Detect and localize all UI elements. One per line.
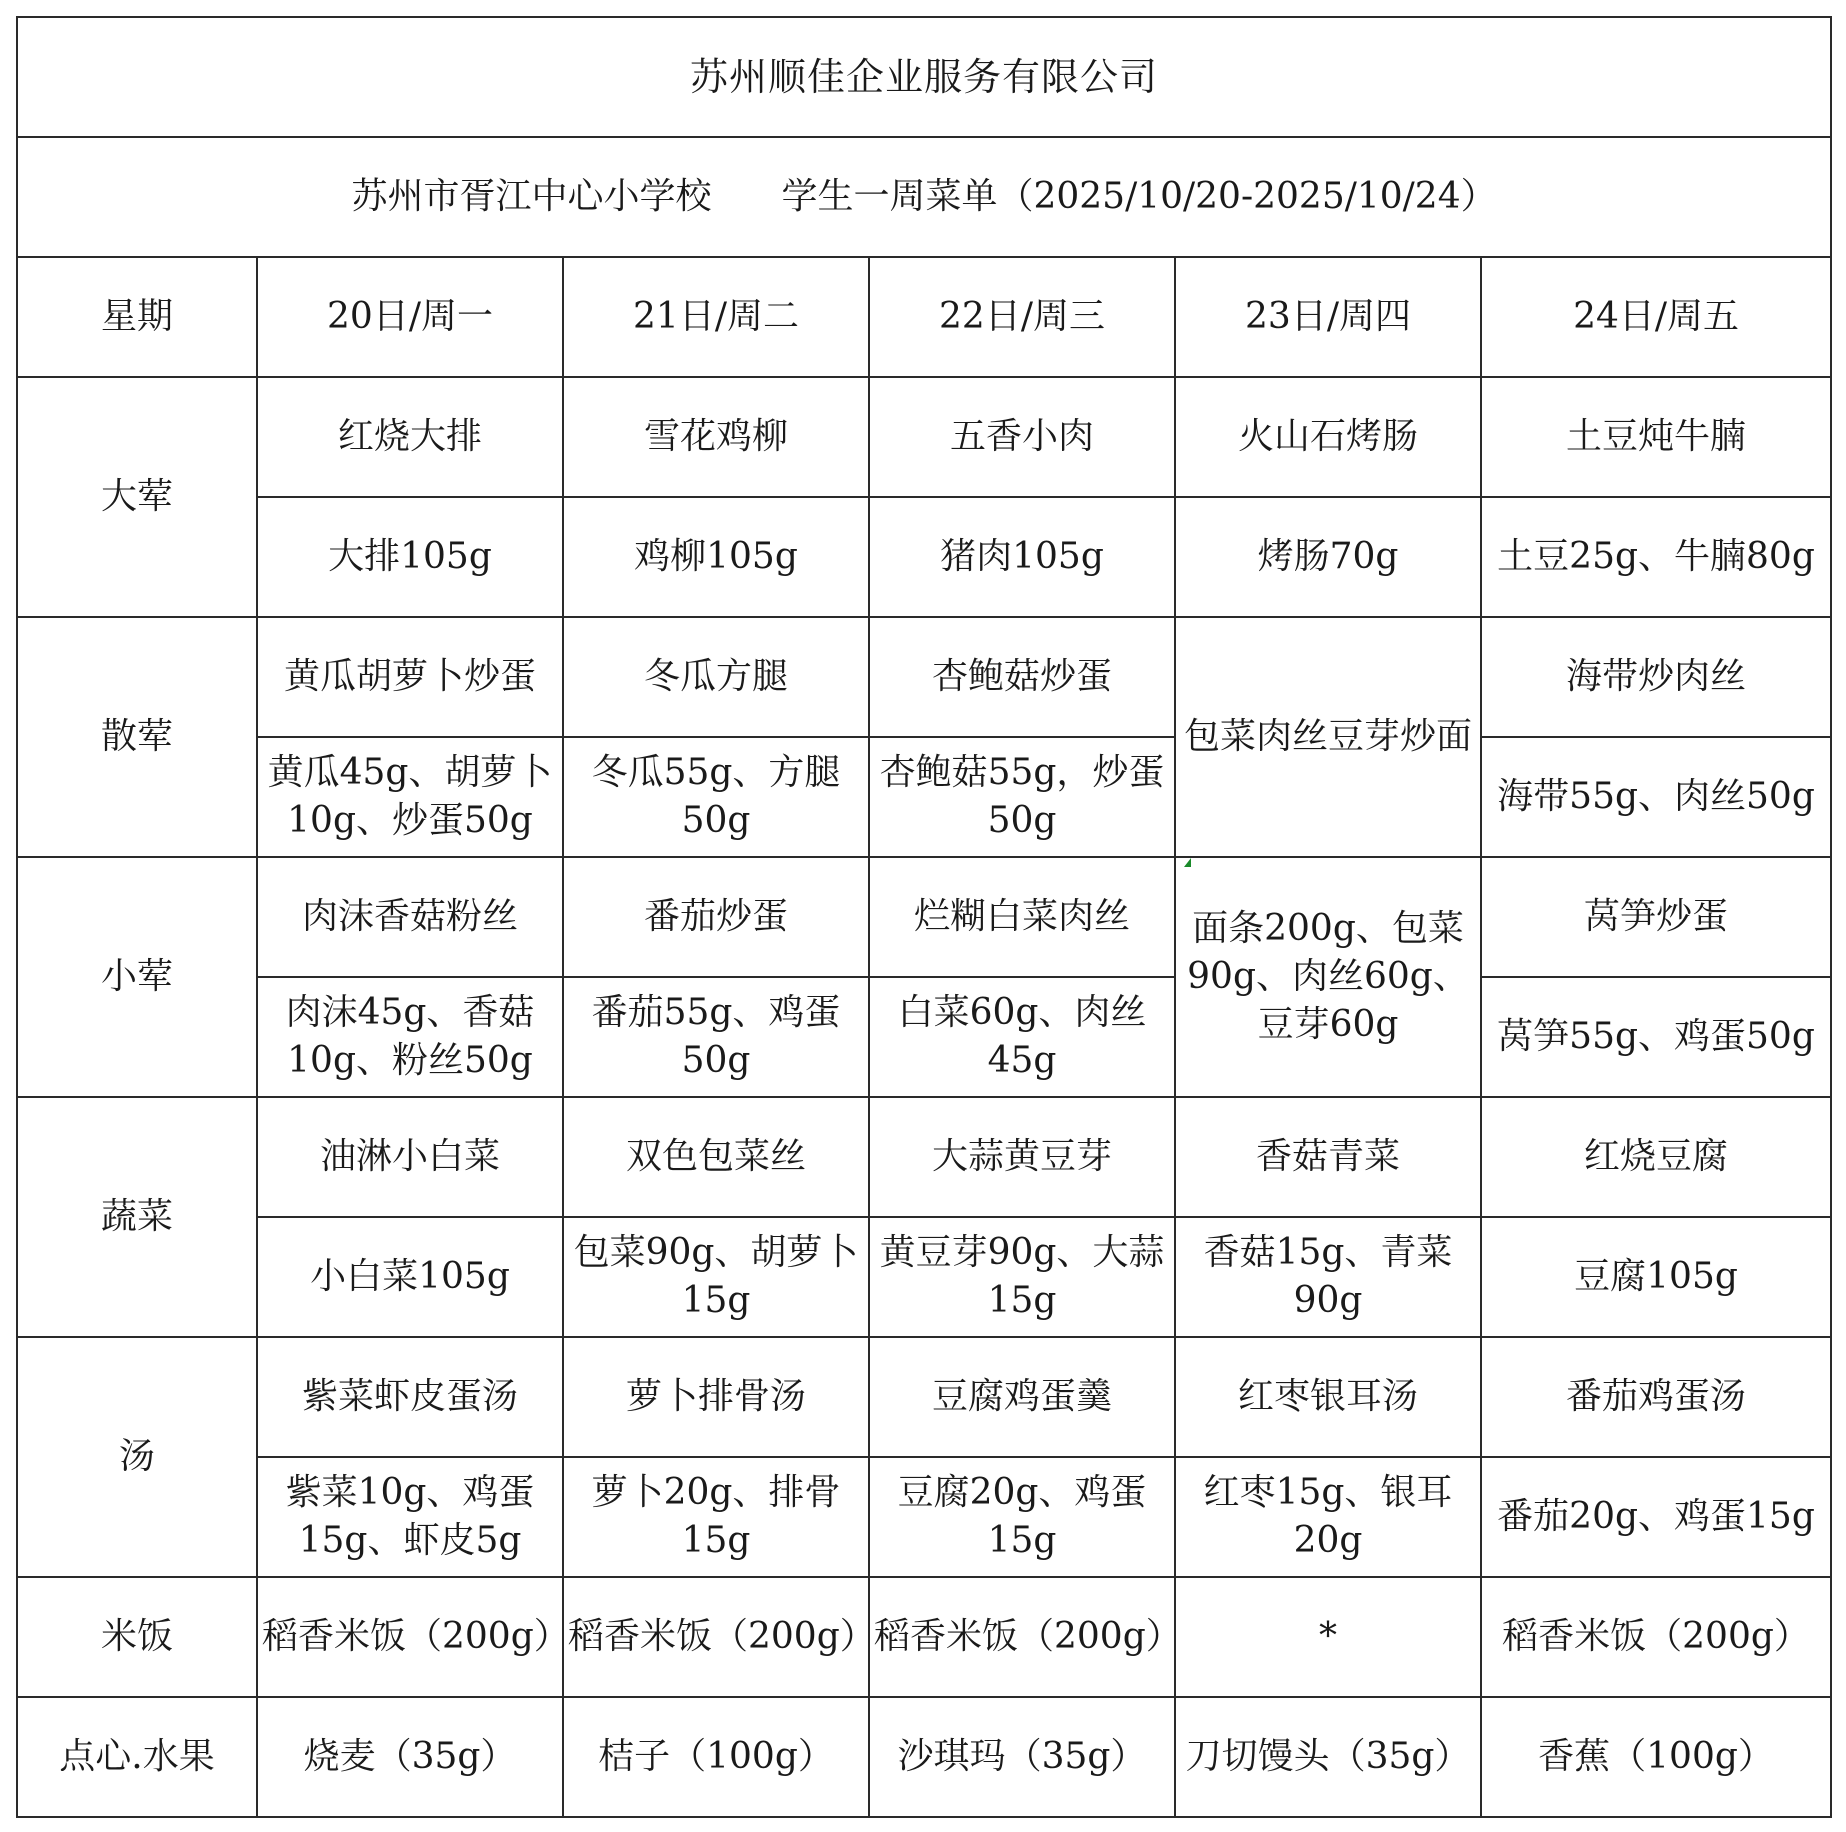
- menu-subtitle: [17, 137, 1831, 257]
- dish-weight: 豆腐105g: [1481, 1217, 1831, 1337]
- dish-name: 大蒜黄豆芽: [869, 1097, 1175, 1217]
- subtitle-row: [17, 137, 1831, 257]
- dish-weight: 冬瓜55g、方腿50g: [563, 737, 869, 857]
- soup-dish-row: [17, 1337, 1831, 1457]
- dish-weight: 番茄55g、鸡蛋50g: [563, 977, 869, 1097]
- menu-title: 学生一周菜单（2025/10/20-2025/10/24）: [781, 176, 1497, 217]
- snack-cell: 烧麦（35g）: [257, 1697, 563, 1817]
- weekly-menu-table: [16, 16, 1832, 1818]
- dish-name: 五香小肉: [869, 377, 1175, 497]
- rice-cell: 稻香米饭（200g）: [1481, 1577, 1831, 1697]
- dish-name: 豆腐鸡蛋羹: [869, 1337, 1175, 1457]
- day-header: 24日/周五: [1481, 257, 1831, 377]
- dish-weight: 紫菜10g、鸡蛋15g、虾皮5g: [257, 1457, 563, 1577]
- day-header: 23日/周四: [1175, 257, 1481, 377]
- dish-name: 黄瓜胡萝卜炒蛋: [257, 617, 563, 737]
- category-main: 大荤: [17, 377, 257, 617]
- half-dish-row: [17, 617, 1831, 737]
- dish-name: 紫菜虾皮蛋汤: [257, 1337, 563, 1457]
- veg-weight-row: [17, 1217, 1831, 1337]
- category-rice: 米饭: [17, 1577, 257, 1697]
- small-weight-row: [17, 977, 1831, 1097]
- dish-name: 莴笋炒蛋: [1481, 857, 1831, 977]
- school-name: 苏州市胥江中心小学校: [351, 176, 712, 217]
- rice-cell: 稻香米饭（200g）: [869, 1577, 1175, 1697]
- snack-cell: 香蕉（100g）: [1481, 1697, 1831, 1817]
- dish-name: 红烧大排: [257, 377, 563, 497]
- dish-weight: 包菜90g、胡萝卜15g: [563, 1217, 869, 1337]
- dish-name: 土豆炖牛腩: [1481, 377, 1831, 497]
- small-dish-row: [17, 857, 1831, 977]
- snack-cell: 桔子（100g）: [563, 1697, 869, 1817]
- dish-weight: 鸡柳105g: [563, 497, 869, 617]
- dish-name: 海带炒肉丝: [1481, 617, 1831, 737]
- dish-weight: 萝卜20g、排骨15g: [563, 1457, 869, 1577]
- dish-weight: 白菜60g、肉丝45g: [869, 977, 1175, 1097]
- rice-cell: 稻香米饭（200g）: [257, 1577, 563, 1697]
- dish-weight: 面条200g、包菜90g、肉丝60g、豆芽60g: [1175, 857, 1481, 1097]
- dish-name: 油淋小白菜: [257, 1097, 563, 1217]
- rice-cell: *: [1175, 1577, 1481, 1697]
- dish-weight: 小白菜105g: [257, 1217, 563, 1337]
- soup-weight-row: [17, 1457, 1831, 1577]
- category-soup: 汤: [17, 1337, 257, 1577]
- dish-name: 番茄鸡蛋汤: [1481, 1337, 1831, 1457]
- dish-name: 红枣银耳汤: [1175, 1337, 1481, 1457]
- dish-weight: 番茄20g、鸡蛋15g: [1481, 1457, 1831, 1577]
- day-header: 21日/周二: [563, 257, 869, 377]
- dish-weight: 莴笋55g、鸡蛋50g: [1481, 977, 1831, 1097]
- category-snack: 点心.水果: [17, 1697, 257, 1817]
- dish-name: 包菜肉丝豆芽炒面: [1175, 617, 1481, 857]
- company-row: [17, 17, 1831, 137]
- half-weight-row: [17, 737, 1831, 857]
- dish-weight: 海带55g、肉丝50g: [1481, 737, 1831, 857]
- dish-name: 红烧豆腐: [1481, 1097, 1831, 1217]
- dish-name: 杏鲍菇炒蛋: [869, 617, 1175, 737]
- day-header: 20日/周一: [257, 257, 563, 377]
- header-row: [17, 257, 1831, 377]
- category-small: 小荤: [17, 857, 257, 1097]
- dish-weight: 豆腐20g、鸡蛋15g: [869, 1457, 1175, 1577]
- dish-name: 萝卜排骨汤: [563, 1337, 869, 1457]
- dish-weight: 杏鲍菇55g，炒蛋50g: [869, 737, 1175, 857]
- dish-weight: 肉沫45g、香菇10g、粉丝50g: [257, 977, 563, 1097]
- dish-name: 香菇青菜: [1175, 1097, 1481, 1217]
- rice-row: [17, 1577, 1831, 1697]
- snack-row: [17, 1697, 1831, 1817]
- snack-cell: 刀切馒头（35g）: [1175, 1697, 1481, 1817]
- dish-weight: 烤肠70g: [1175, 497, 1481, 617]
- snack-cell: 沙琪玛（35g）: [869, 1697, 1175, 1817]
- veg-dish-row: [17, 1097, 1831, 1217]
- dish-weight: 大排105g: [257, 497, 563, 617]
- dish-name: 烂糊白菜肉丝: [869, 857, 1175, 977]
- dish-name: 肉沫香菇粉丝: [257, 857, 563, 977]
- dish-name: 番茄炒蛋: [563, 857, 869, 977]
- dish-weight: 红枣15g、银耳20g: [1175, 1457, 1481, 1577]
- dish-name: 火山石烤肠: [1175, 377, 1481, 497]
- dish-weight: 黄瓜45g、胡萝卜10g、炒蛋50g: [257, 737, 563, 857]
- dish-name: 雪花鸡柳: [563, 377, 869, 497]
- day-header: 22日/周三: [869, 257, 1175, 377]
- category-half: 散荤: [17, 617, 257, 857]
- dish-weight: 猪肉105g: [869, 497, 1175, 617]
- company-name: 苏州顺佳企业服务有限公司: [17, 17, 1831, 137]
- weekday-label: 星期: [17, 257, 257, 377]
- category-veg: 蔬菜: [17, 1097, 257, 1337]
- rice-cell: 稻香米饭（200g）: [563, 1577, 869, 1697]
- main-weight-row: [17, 497, 1831, 617]
- dish-name: 冬瓜方腿: [563, 617, 869, 737]
- dish-weight: 香菇15g、青菜90g: [1175, 1217, 1481, 1337]
- cell-comment-marker: [1184, 858, 1191, 867]
- dish-weight: 土豆25g、牛腩80g: [1481, 497, 1831, 617]
- dish-weight: 黄豆芽90g、大蒜15g: [869, 1217, 1175, 1337]
- main-dish-row: [17, 377, 1831, 497]
- dish-name: 双色包菜丝: [563, 1097, 869, 1217]
